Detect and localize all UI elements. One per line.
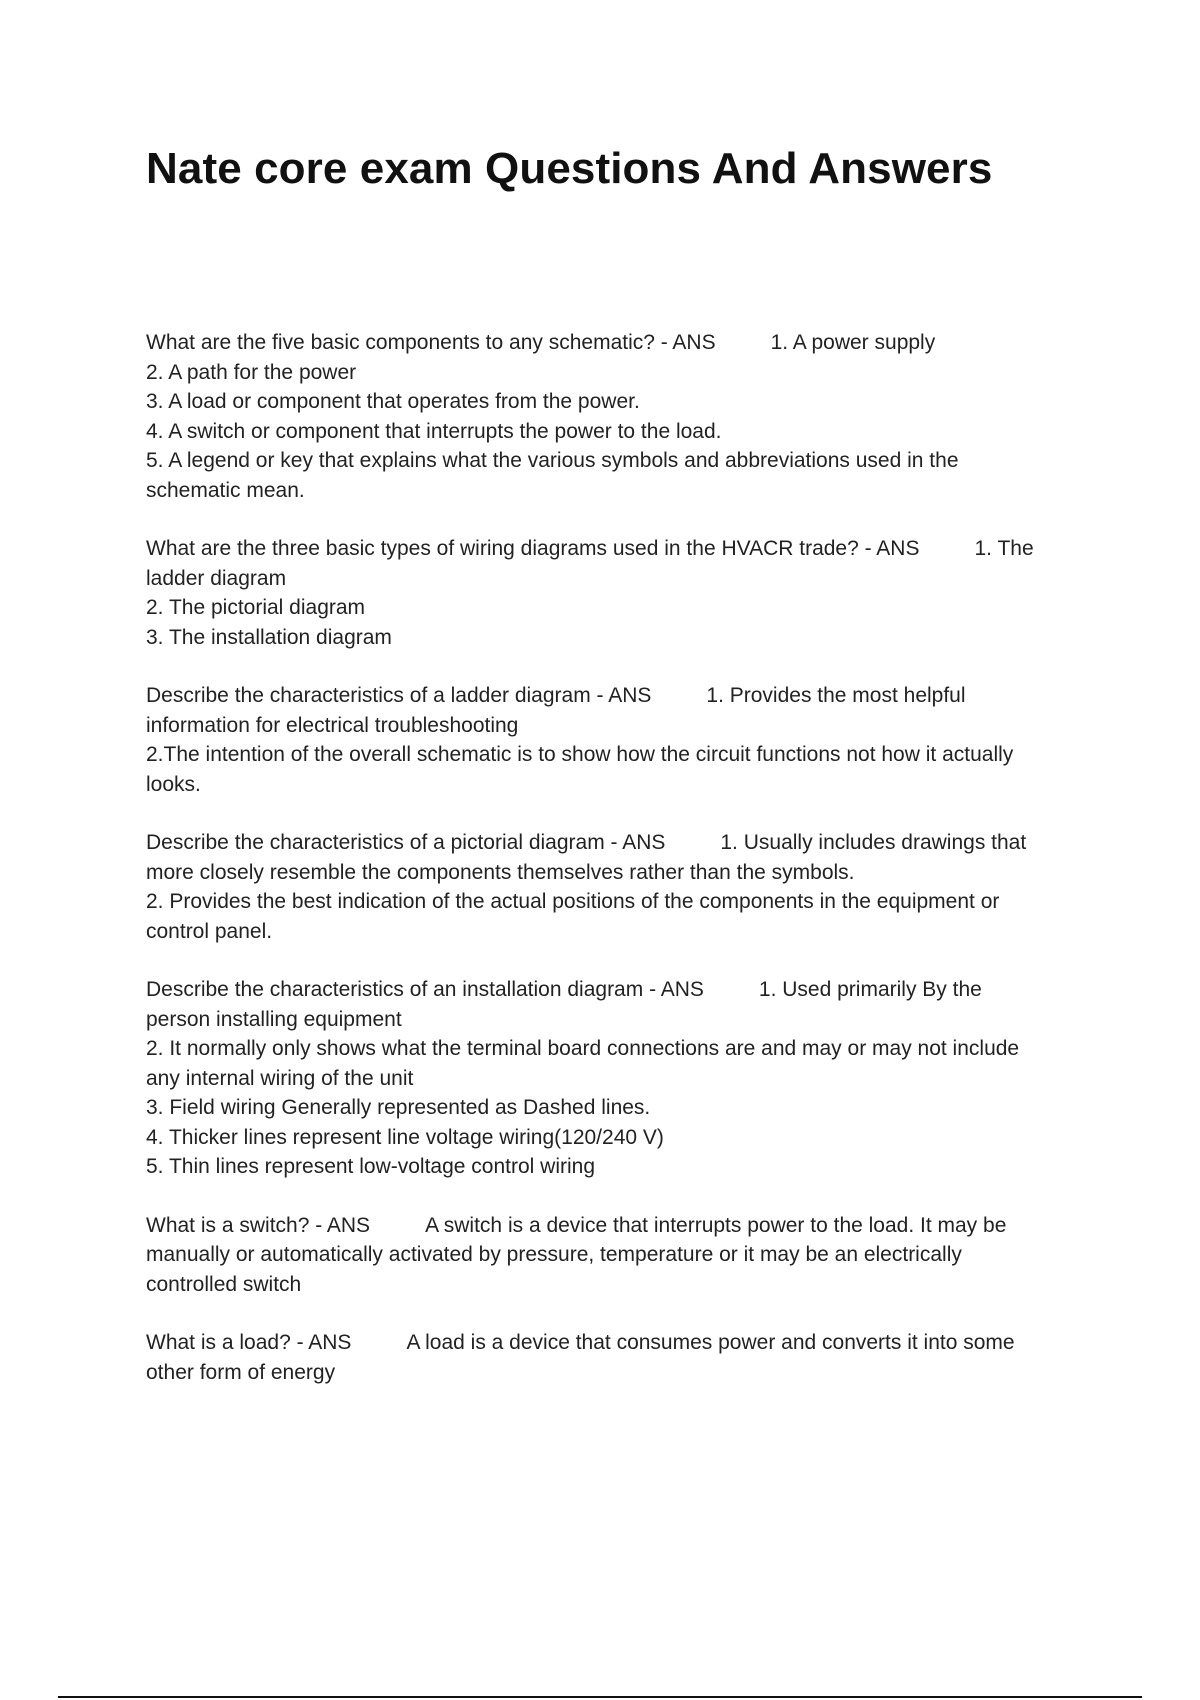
qa-item: [146, 975, 1086, 1182]
question-text: Describe the characteristics of a ladder diagram - ANS: [146, 684, 652, 707]
answer-line: ladder diagram: [146, 566, 287, 590]
qa-item: [146, 828, 1086, 946]
answer-line: manually or automatically activated by pressure, temperature or it may be an electrically: [146, 1243, 962, 1266]
answer-text: 1. Provides the most helpful: [706, 684, 966, 707]
qa-first-line: [146, 828, 1086, 858]
answer-text: 1. A power supply: [770, 331, 936, 354]
answer-line: controlled switch: [146, 1272, 302, 1296]
answer-line: schematic mean.: [146, 478, 305, 502]
answer-text: A load is a device that consumes power and converts it into some: [406, 1331, 1015, 1354]
answer-line: 3. A load or component that operates from the power.: [146, 390, 640, 413]
answer-text: 1. Used primarily By the: [758, 978, 982, 1001]
answer-line: 3. Field wiring Generally represented as Dashed lines.: [146, 1096, 651, 1119]
answer-line: information for electrical troubleshooting: [146, 713, 519, 737]
qa-first-line: [146, 534, 1086, 564]
answer-line: more closely resemble the components themselves rather than the symbols.: [146, 860, 855, 884]
answer-line: 2. The pictorial diagram: [146, 596, 366, 619]
qa-item: [146, 534, 1086, 652]
question-text: What are the five basic components to any schematic? - ANS: [146, 331, 716, 354]
qa-list: [146, 328, 1086, 1416]
answer-line: 5. A legend or key that explains what the various symbols and abbreviations used in the: [146, 449, 959, 472]
answer-line: person installing equipment: [146, 1007, 402, 1031]
answer-line: 2. A path for the power: [146, 360, 357, 384]
answer-line: other form of energy: [146, 1360, 336, 1384]
qa-first-line: [146, 1211, 1086, 1241]
answer-text: A switch is a device that interrupts power to the load. It may be: [425, 1213, 1007, 1237]
qa-item: [146, 1211, 1086, 1300]
answer-text: 1. Usually includes drawings that: [720, 831, 1027, 854]
answer-line: 2. It normally only shows what the terminal board connections are and may or may not include: [146, 1037, 1020, 1060]
answer-line: 4. A switch or component that interrupts the power to the load.: [146, 419, 722, 443]
answer-line: 4. Thicker lines represent line voltage wiring(120/240 V): [146, 1125, 664, 1149]
qa-item: [146, 328, 1086, 505]
question-text: What are the three basic types of wiring diagrams used in the HVACR trade? - ANS: [146, 537, 920, 560]
qa-item: [146, 1328, 1086, 1387]
answer-line: 2.The intention of the overall schematic is to show how the circuit functions not how it actually: [146, 743, 1014, 766]
answer-line: looks.: [146, 772, 201, 796]
qa-first-line: [146, 681, 1086, 711]
footer-divider: [58, 1696, 1142, 1698]
question-text: Describe the characteristics of an installation diagram - ANS: [146, 978, 704, 1001]
question-text: What is a load? - ANS: [146, 1331, 352, 1354]
answer-line: any internal wiring of the unit: [146, 1066, 414, 1090]
page-title: Nate core exam Questions And Answers: [146, 144, 993, 193]
answer-line: 3. The installation diagram: [146, 625, 392, 649]
qa-first-line: [146, 328, 1086, 358]
answer-text: 1. The: [974, 537, 1034, 560]
answer-line: 5. Thin lines represent low-voltage control wiring: [146, 1155, 595, 1178]
answer-line: control panel.: [146, 919, 273, 943]
qa-first-line: [146, 975, 1086, 1005]
question-text: What is a switch? - ANS: [146, 1213, 371, 1237]
answer-line: 2. Provides the best indication of the actual positions of the components in the equipment or: [146, 890, 1000, 913]
qa-first-line: [146, 1328, 1086, 1358]
question-text: Describe the characteristics of a pictorial diagram - ANS: [146, 831, 666, 854]
qa-item: [146, 681, 1086, 799]
